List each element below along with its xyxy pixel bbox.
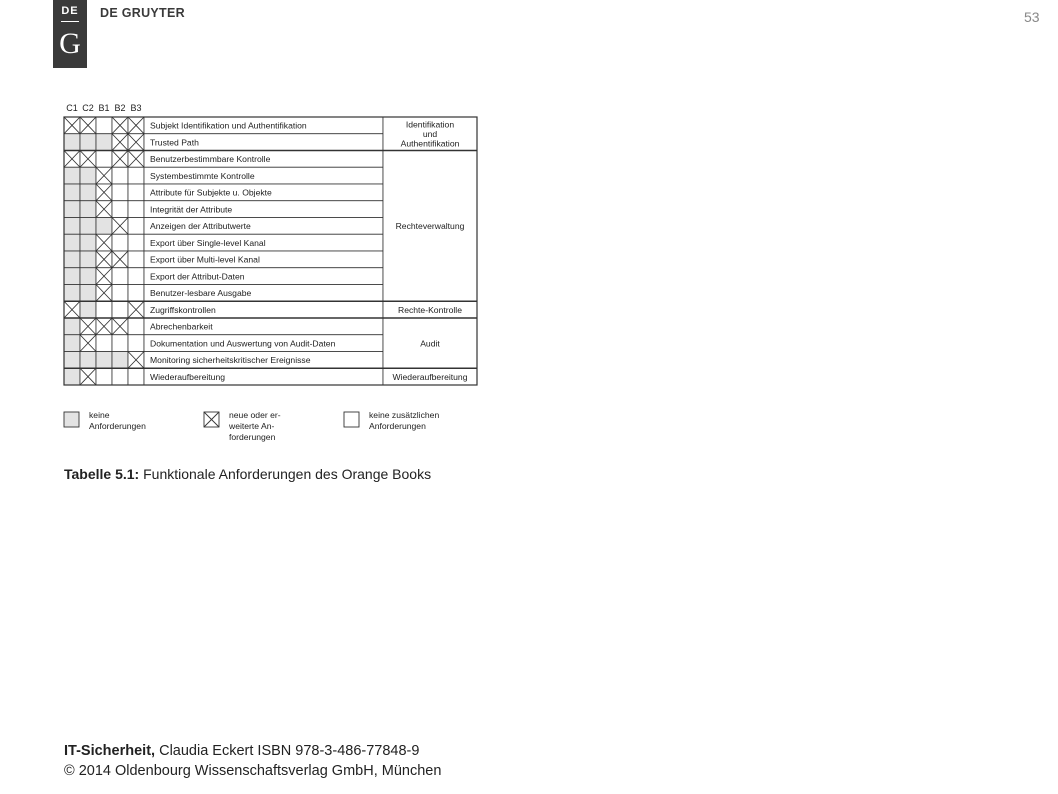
- cell-r15-b2: [112, 368, 128, 385]
- row-label-2: Benutzerbestimmbare Kontrolle: [150, 154, 271, 165]
- cell-r5-c1: [64, 201, 80, 218]
- column-header-b1: B1: [98, 103, 110, 113]
- group-label-0-line-1: und: [422, 128, 438, 139]
- row-label-11: Zugriffskontrollen: [150, 304, 216, 315]
- cell-r11-b2: [112, 301, 128, 318]
- row-label-12: Abrechenbarkeit: [150, 321, 213, 332]
- cell-r4-c2: [80, 184, 96, 201]
- legend-swatch-0: [64, 412, 79, 427]
- cell-r15-c1: [64, 368, 80, 385]
- row-label-0: Subjekt Identifikation und Authentifikation: [150, 120, 307, 131]
- legend-label-1-line-2: forderungen: [229, 432, 276, 442]
- cell-r7-c1: [64, 234, 80, 251]
- legend-swatch-2: [344, 412, 359, 427]
- column-header-b2: B2: [114, 103, 126, 113]
- cell-r8-b3: [128, 251, 144, 268]
- row-label-7: Export über Single-level Kanal: [150, 237, 266, 248]
- page-number: 53: [1024, 9, 1040, 25]
- cell-r10-b3: [128, 285, 144, 302]
- cell-r14-c1: [64, 352, 80, 369]
- cell-r4-b3: [128, 184, 144, 201]
- cell-r9-c2: [80, 268, 96, 285]
- cell-r12-c1: [64, 318, 80, 335]
- legend-label-0-line-1: Anforderungen: [89, 421, 146, 431]
- cell-r1-b1: [96, 134, 112, 151]
- cell-r1-c2: [80, 134, 96, 151]
- cell-r9-b2: [112, 268, 128, 285]
- cell-r14-c2: [80, 352, 96, 369]
- column-header-c1: C1: [66, 103, 78, 113]
- row-label-5: Integrität der Attribute: [150, 204, 233, 215]
- cell-r6-b1: [96, 218, 112, 235]
- cell-r15-b3: [128, 368, 144, 385]
- cell-r9-c1: [64, 268, 80, 285]
- publisher-logo: [53, 0, 87, 68]
- cell-r13-b1: [96, 335, 112, 352]
- legend-label-1-line-0: neue oder er-: [229, 410, 281, 420]
- cell-r13-b3: [128, 335, 144, 352]
- cell-r10-b2: [112, 285, 128, 302]
- requirements-figure: [60, 98, 490, 450]
- page-footer: [64, 741, 441, 781]
- row-label-9: Export der Attribut-Daten: [150, 271, 245, 282]
- legend-label-0-line-0: keine: [89, 410, 110, 420]
- group-label-2-line-0: Rechte-Kontrolle: [397, 304, 463, 315]
- legend-label-2-line-1: Anforderungen: [369, 421, 426, 431]
- cell-r4-b2: [112, 184, 128, 201]
- cell-r11-c2: [80, 301, 96, 318]
- logo-g-letter: G: [59, 27, 81, 60]
- cell-r3-b3: [128, 167, 144, 184]
- column-header-c2: C2: [82, 103, 94, 113]
- row-label-15: Wiederaufbereitung: [150, 371, 226, 382]
- group-label-1-line-0: Rechteverwaltung: [395, 221, 465, 232]
- caption-label: Tabelle 5.1:: [64, 466, 140, 482]
- cell-r7-c2: [80, 234, 96, 251]
- cell-r9-b3: [128, 268, 144, 285]
- cell-r3-c1: [64, 167, 80, 184]
- row-label-3: Systembestimmte Kontrolle: [150, 170, 255, 181]
- legend-label-2-line-0: keine zusätzlichen: [369, 410, 440, 420]
- group-label-3-line-0: Audit: [420, 338, 440, 349]
- cell-r12-b3: [128, 318, 144, 335]
- column-header-b3: B3: [130, 103, 142, 113]
- group-label-4-line-0: Wiederaufbereitung: [392, 371, 468, 382]
- group-label-0-line-2: Authentifikation: [400, 138, 460, 149]
- cell-r6-c2: [80, 218, 96, 235]
- cell-r5-b3: [128, 201, 144, 218]
- cell-r2-b1: [96, 151, 112, 168]
- row-label-10: Benutzer-lesbare Ausgabe: [150, 288, 252, 299]
- cell-r8-c2: [80, 251, 96, 268]
- caption-text: Funktionale Anforderungen des Orange Books: [143, 466, 432, 482]
- cell-r6-b3: [128, 218, 144, 235]
- cell-r11-b1: [96, 301, 112, 318]
- cell-r14-b1: [96, 352, 112, 369]
- row-label-14: Monitoring sicherheitskritischer Ereignisse: [150, 355, 311, 366]
- publisher-name: DE GRUYTER: [100, 6, 185, 20]
- cell-r10-c2: [80, 285, 96, 302]
- cell-r7-b3: [128, 234, 144, 251]
- cell-r10-c1: [64, 285, 80, 302]
- row-label-4: Attribute für Subjekte u. Objekte: [150, 187, 272, 198]
- footer-copyright: © 2014 Oldenbourg Wissenschaftsverlag GmbH, München: [64, 763, 442, 779]
- footer-book-details: Claudia Eckert ISBN 978-3-486-77848-9: [159, 743, 420, 759]
- cell-r6-c1: [64, 218, 80, 235]
- cell-r4-c1: [64, 184, 80, 201]
- cell-r13-b2: [112, 335, 128, 352]
- legend-label-1-line-1: weiterte An-: [229, 421, 275, 431]
- cell-r8-c1: [64, 251, 80, 268]
- row-label-13: Dokumentation und Auswertung von Audit-Daten: [150, 338, 336, 349]
- row-label-6: Anzeigen der Attributwerte: [150, 221, 251, 232]
- figure-caption: [64, 466, 431, 482]
- footer-line-1: [64, 741, 441, 761]
- footer-book-title: IT-Sicherheit,: [64, 743, 156, 759]
- cell-r5-b2: [112, 201, 128, 218]
- cell-r5-c2: [80, 201, 96, 218]
- cell-r13-c1: [64, 335, 80, 352]
- cell-r7-b2: [112, 234, 128, 251]
- cell-r3-b2: [112, 167, 128, 184]
- row-label-8: Export über Multi-level Kanal: [150, 254, 260, 265]
- cell-r0-b1: [96, 117, 112, 134]
- logo-de-text: DE: [61, 5, 79, 17]
- cell-r1-c1: [64, 134, 80, 151]
- cell-r15-b1: [96, 368, 112, 385]
- cell-r14-b2: [112, 352, 128, 369]
- row-label-1: Trusted Path: [150, 137, 199, 148]
- logo-rule: [61, 21, 79, 22]
- cell-r3-c2: [80, 167, 96, 184]
- group-label-0-line-0: Identifikation: [405, 119, 455, 130]
